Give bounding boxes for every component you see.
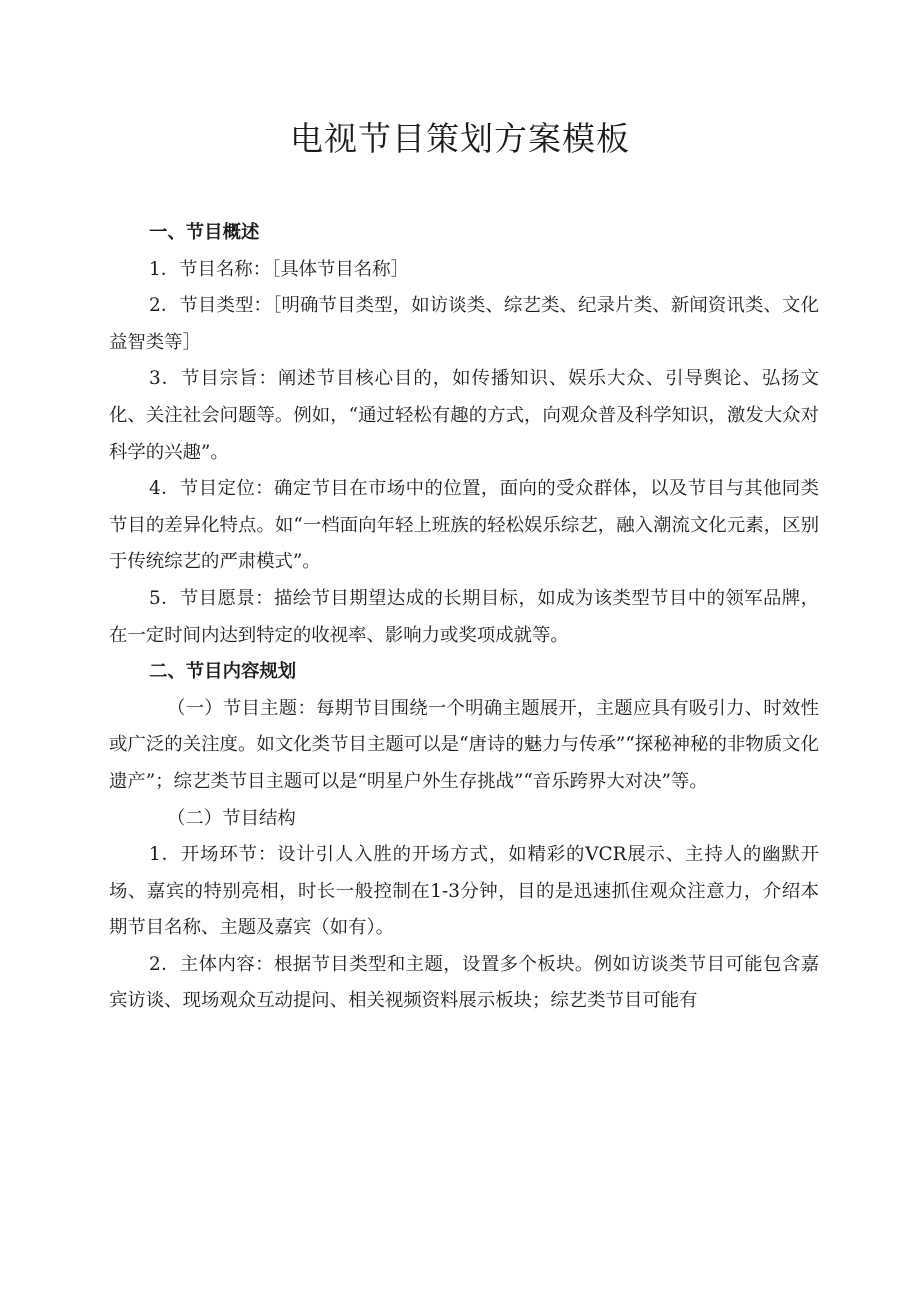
document-title: 电视节目策划方案模板 — [290, 119, 630, 158]
section-heading-overview: 一、节目概述 — [149, 222, 260, 243]
paragraph-program-structure: （二）节目结构 — [167, 807, 296, 829]
paragraph-main-content: 2．主体内容：根据节目类型和主题，设置多个板块。例如访谈类节目可能包含嘉宾访谈、现场观众互动提问、相关视频资料展示板块；综艺类节目可能有 — [109, 953, 819, 1012]
paragraph-program-type: 2．节目类型：［明确节目类型，如访谈类、综艺类、纪录片类、新闻资讯类、文化益智类等］ — [109, 295, 819, 353]
paragraph-program-name: 1．节目名称：［具体节目名称］ — [149, 258, 409, 280]
paragraph-program-positioning: 4．节目定位：确定节目在市场中的位置，面向的受众群体，以及节目与其他同类节目的差异化特点。如“一档面向年轻上班族的轻松娱乐综艺，融入潮流文化元素，区别于传统综艺的严肃模式”。 — [109, 478, 819, 573]
paragraph-program-theme: （一）节目主题：每期节目围绕一个明确主题展开，主题应具有吸引力、时效性或广泛的关注度。如文化类节目主题可以是“唐诗的魅力与传承”“探秘神秘的非物质文化遗产”；综艺类节目主题可以是“明星户外生存挑战”“音乐跨界大对决”等。 — [109, 697, 819, 792]
document-body — [109, 215, 819, 1020]
paragraph-program-vision: 5．节目愿景：描绘节目期望达成的长期目标，如成为该类型节目中的领军品牌，在一定时间内达到特定的收视率、影响力或奖项成就等。 — [109, 587, 819, 646]
paragraph-opening-segment: 1．开场环节：设计引人入胜的开场方式，如精彩的VCR展示、主持人的幽默开场、嘉宾的特别亮相，时长一般控制在1-3分钟，目的是迅速抓住观众注意力，介绍本期节目名称、主题及嘉宾（如有）。 — [109, 844, 819, 939]
paragraph-program-purpose: 3．节目宗旨：阐述节目核心目的，如传播知识、娱乐大众、引导舆论、弘扬文化、关注社会问题等。例如，“通过轻松有趣的方式，向观众普及科学知识，激发大众对科学的兴趣”。 — [109, 368, 819, 463]
section-heading-content-planning: 二、节目内容规划 — [149, 661, 297, 683]
